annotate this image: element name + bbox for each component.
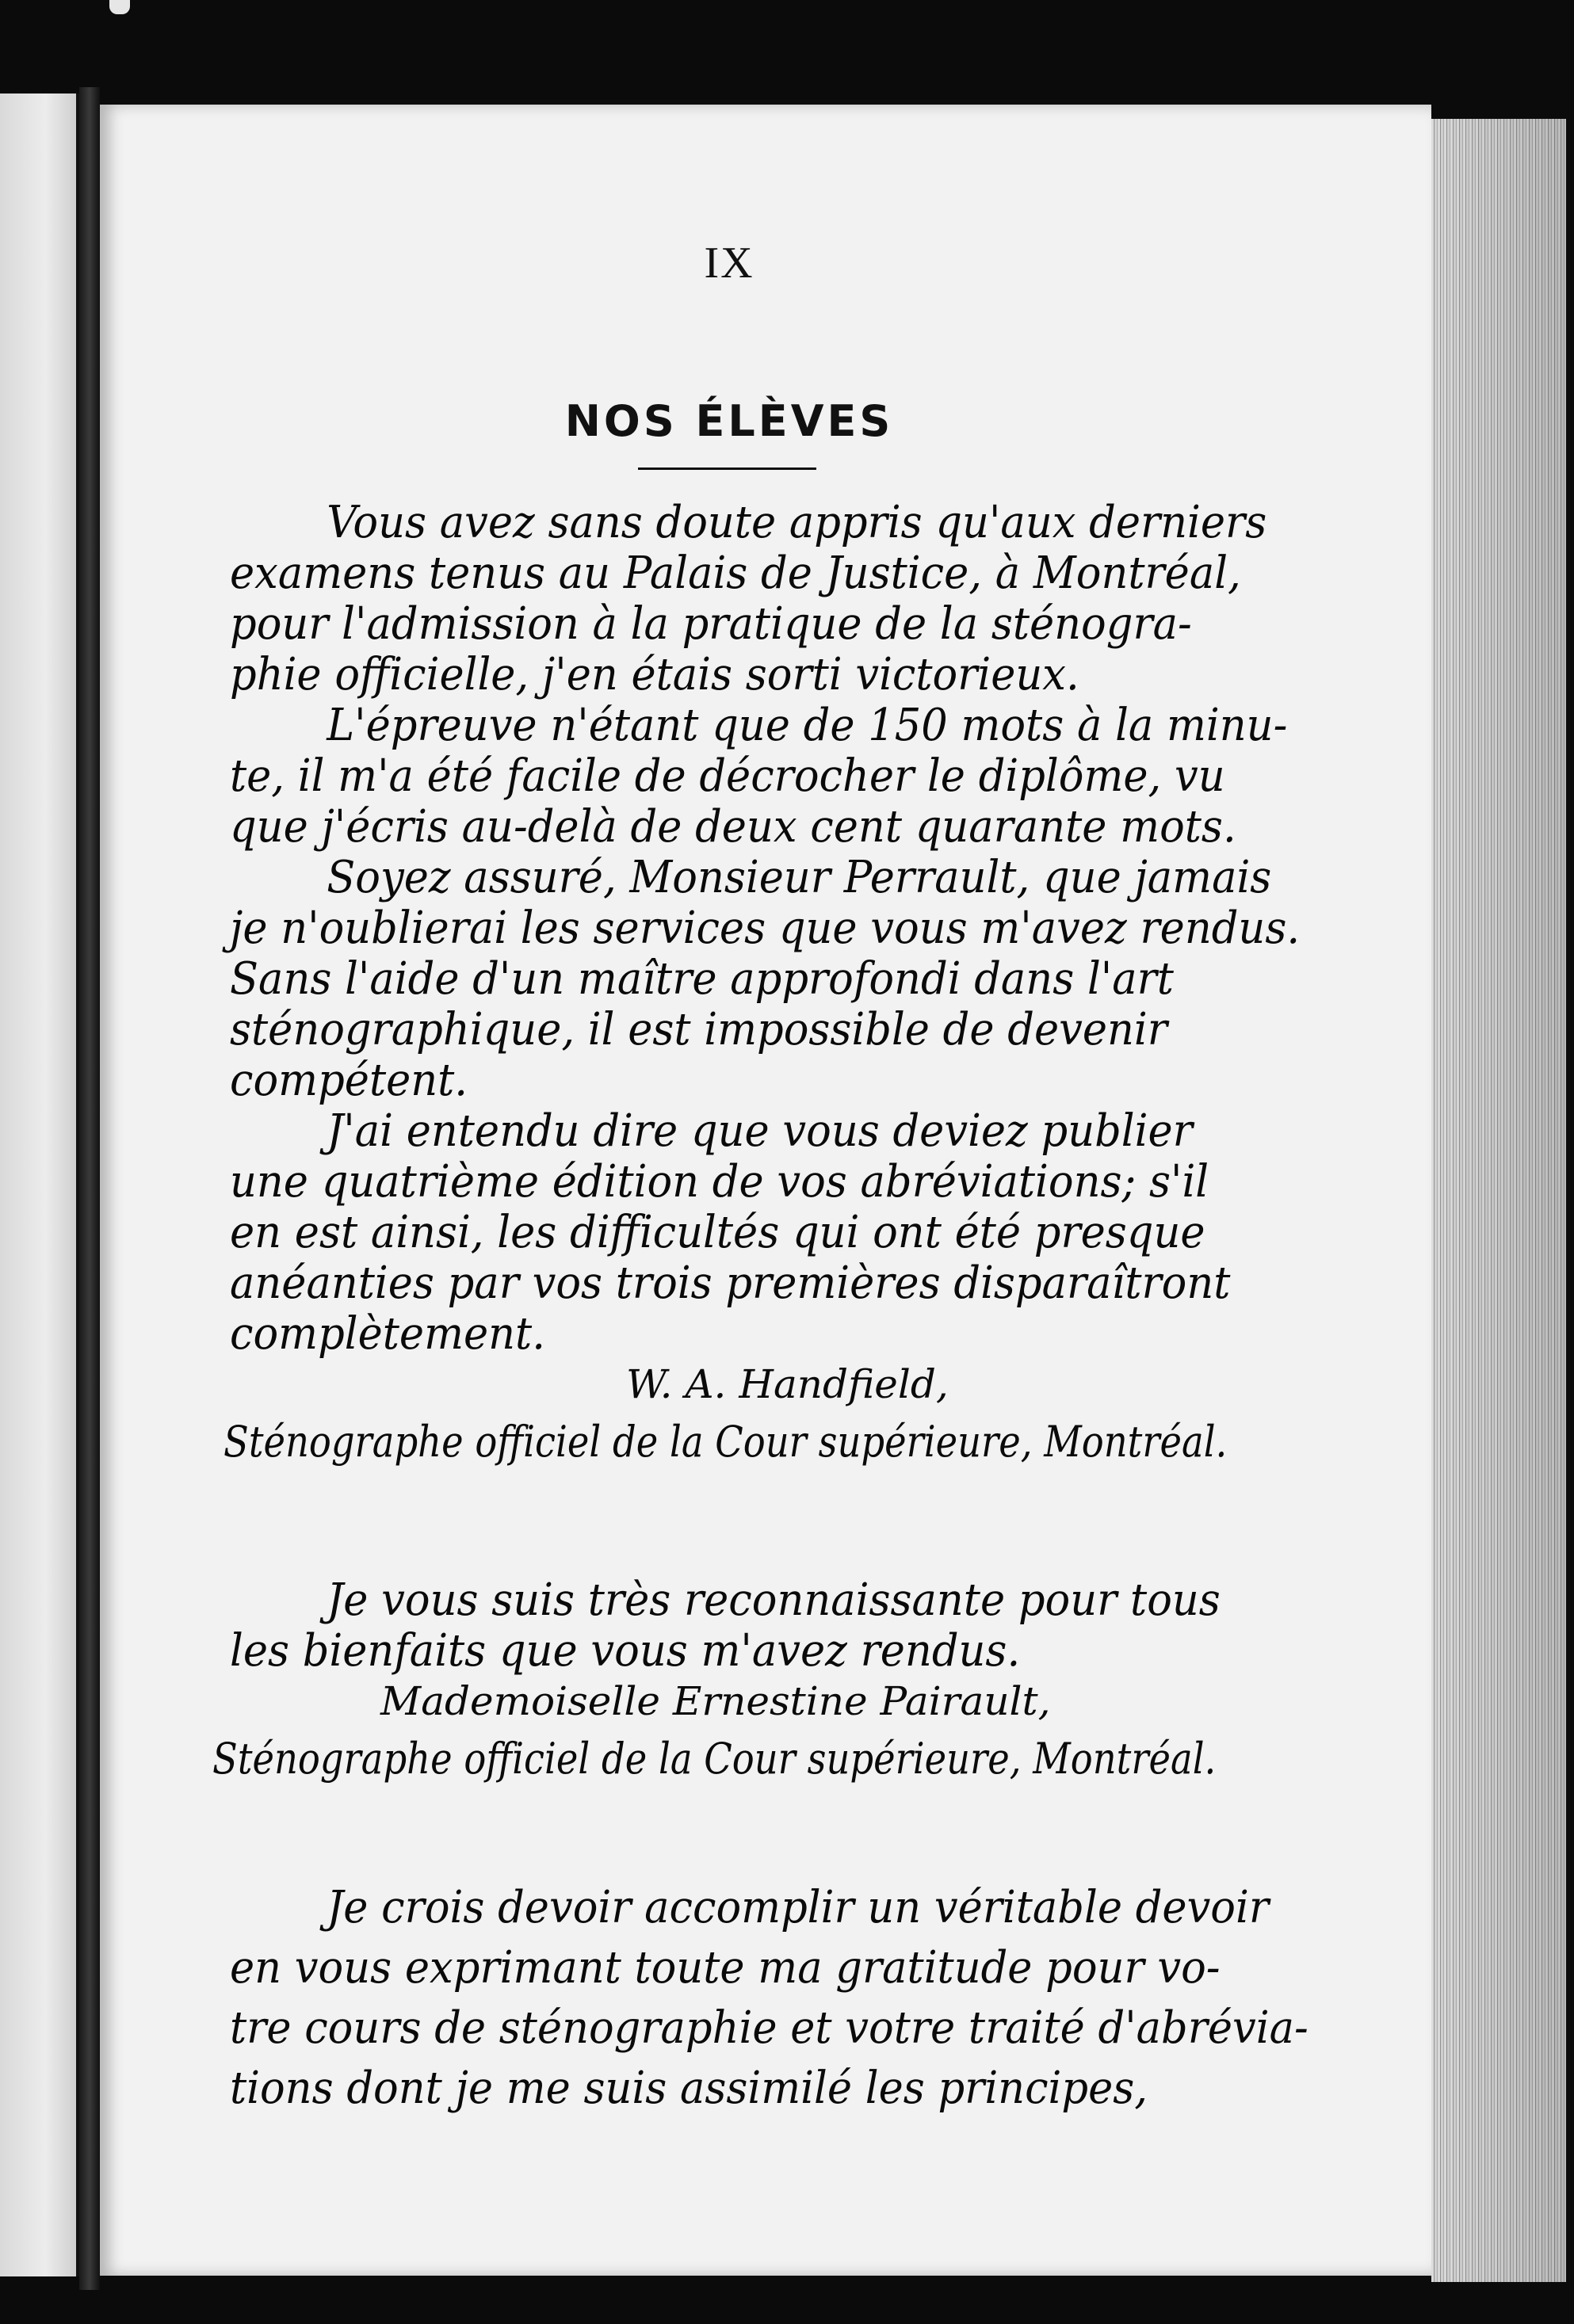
- letter-2-signature-title: Sténographe officiel de la Cour supérieure, Montréal.: [212, 1734, 1217, 1784]
- letter-line: examens tenus au Palais de Justice, à Montréal,: [230, 548, 1241, 599]
- letter-1-signature-title: Sténographe officiel de la Cour supérieure, Montréal.: [223, 1417, 1228, 1467]
- page-block-edges: [1431, 119, 1566, 2282]
- letter-line: compétent.: [230, 1055, 468, 1106]
- page-number: IX: [704, 239, 755, 288]
- letter-line: sténographique, il est impossible de devenir: [230, 1004, 1167, 1055]
- letter-line: les bienfaits que vous m'avez rendus.: [230, 1625, 1021, 1677]
- letter-3-body: [230, 1878, 1308, 2119]
- letter-line: en est ainsi, les difficultés qui ont été presque: [230, 1207, 1205, 1258]
- previous-page-edge: [0, 93, 79, 2276]
- letter-line: pour l'admission à la pratique de la sténogra-: [230, 598, 1192, 650]
- book-gutter: [79, 87, 100, 2290]
- letter-1-signature: W. A. Handfield,: [626, 1361, 949, 1407]
- letter-line: tions dont je me suis assimilé les principes,: [230, 2063, 1148, 2114]
- letter-line: Sans l'aide d'un maître approfondi dans l'art: [230, 953, 1174, 1005]
- letter-1-body: [230, 497, 1301, 1360]
- letter-line: L'épreuve n'étant que de 150 mots à la minu-: [327, 700, 1288, 751]
- letter-line: J'ai entendu dire que vous deviez publier: [327, 1105, 1193, 1157]
- letter-line: complètement.: [230, 1308, 545, 1360]
- letter-line: Soyez assuré, Monsieur Perrault, que jamais: [327, 852, 1272, 903]
- letter-line: tre cours de sténographie et votre traité d'abrévia-: [230, 2002, 1308, 2054]
- letter-line: en vous exprimant toute ma gratitude pour vo-: [230, 1942, 1221, 1994]
- letter-line: une quatrième édition de vos abréviations; s'il: [230, 1156, 1209, 1208]
- letter-2-signature: Mademoiselle Ernestine Pairault,: [380, 1678, 1051, 1724]
- letter-line: je n'oublierai les services que vous m'avez rendus.: [230, 903, 1301, 954]
- letter-line: anéanties par vos trois premières disparaîtront: [230, 1257, 1231, 1309]
- letter-line: te, il m'a été facile de décrocher le diplôme, vu: [230, 750, 1225, 802]
- letter-line: phie officielle, j'en étais sorti victorieux.: [230, 649, 1079, 700]
- letter-2-body: [230, 1574, 1221, 1677]
- title-underline: [638, 467, 816, 470]
- letter-line: Vous avez sans doute appris qu'aux derniers: [327, 497, 1267, 548]
- letter-line: que j'écris au-delà de deux cent quarante mots.: [230, 801, 1236, 853]
- letter-line: Je vous suis très reconnaissante pour tous: [327, 1574, 1221, 1626]
- section-title: NOS ÉLÈVES: [564, 396, 894, 446]
- letter-line: Je crois devoir accomplir un véritable devoir: [327, 1882, 1270, 1933]
- corner-mark: [109, 0, 130, 14]
